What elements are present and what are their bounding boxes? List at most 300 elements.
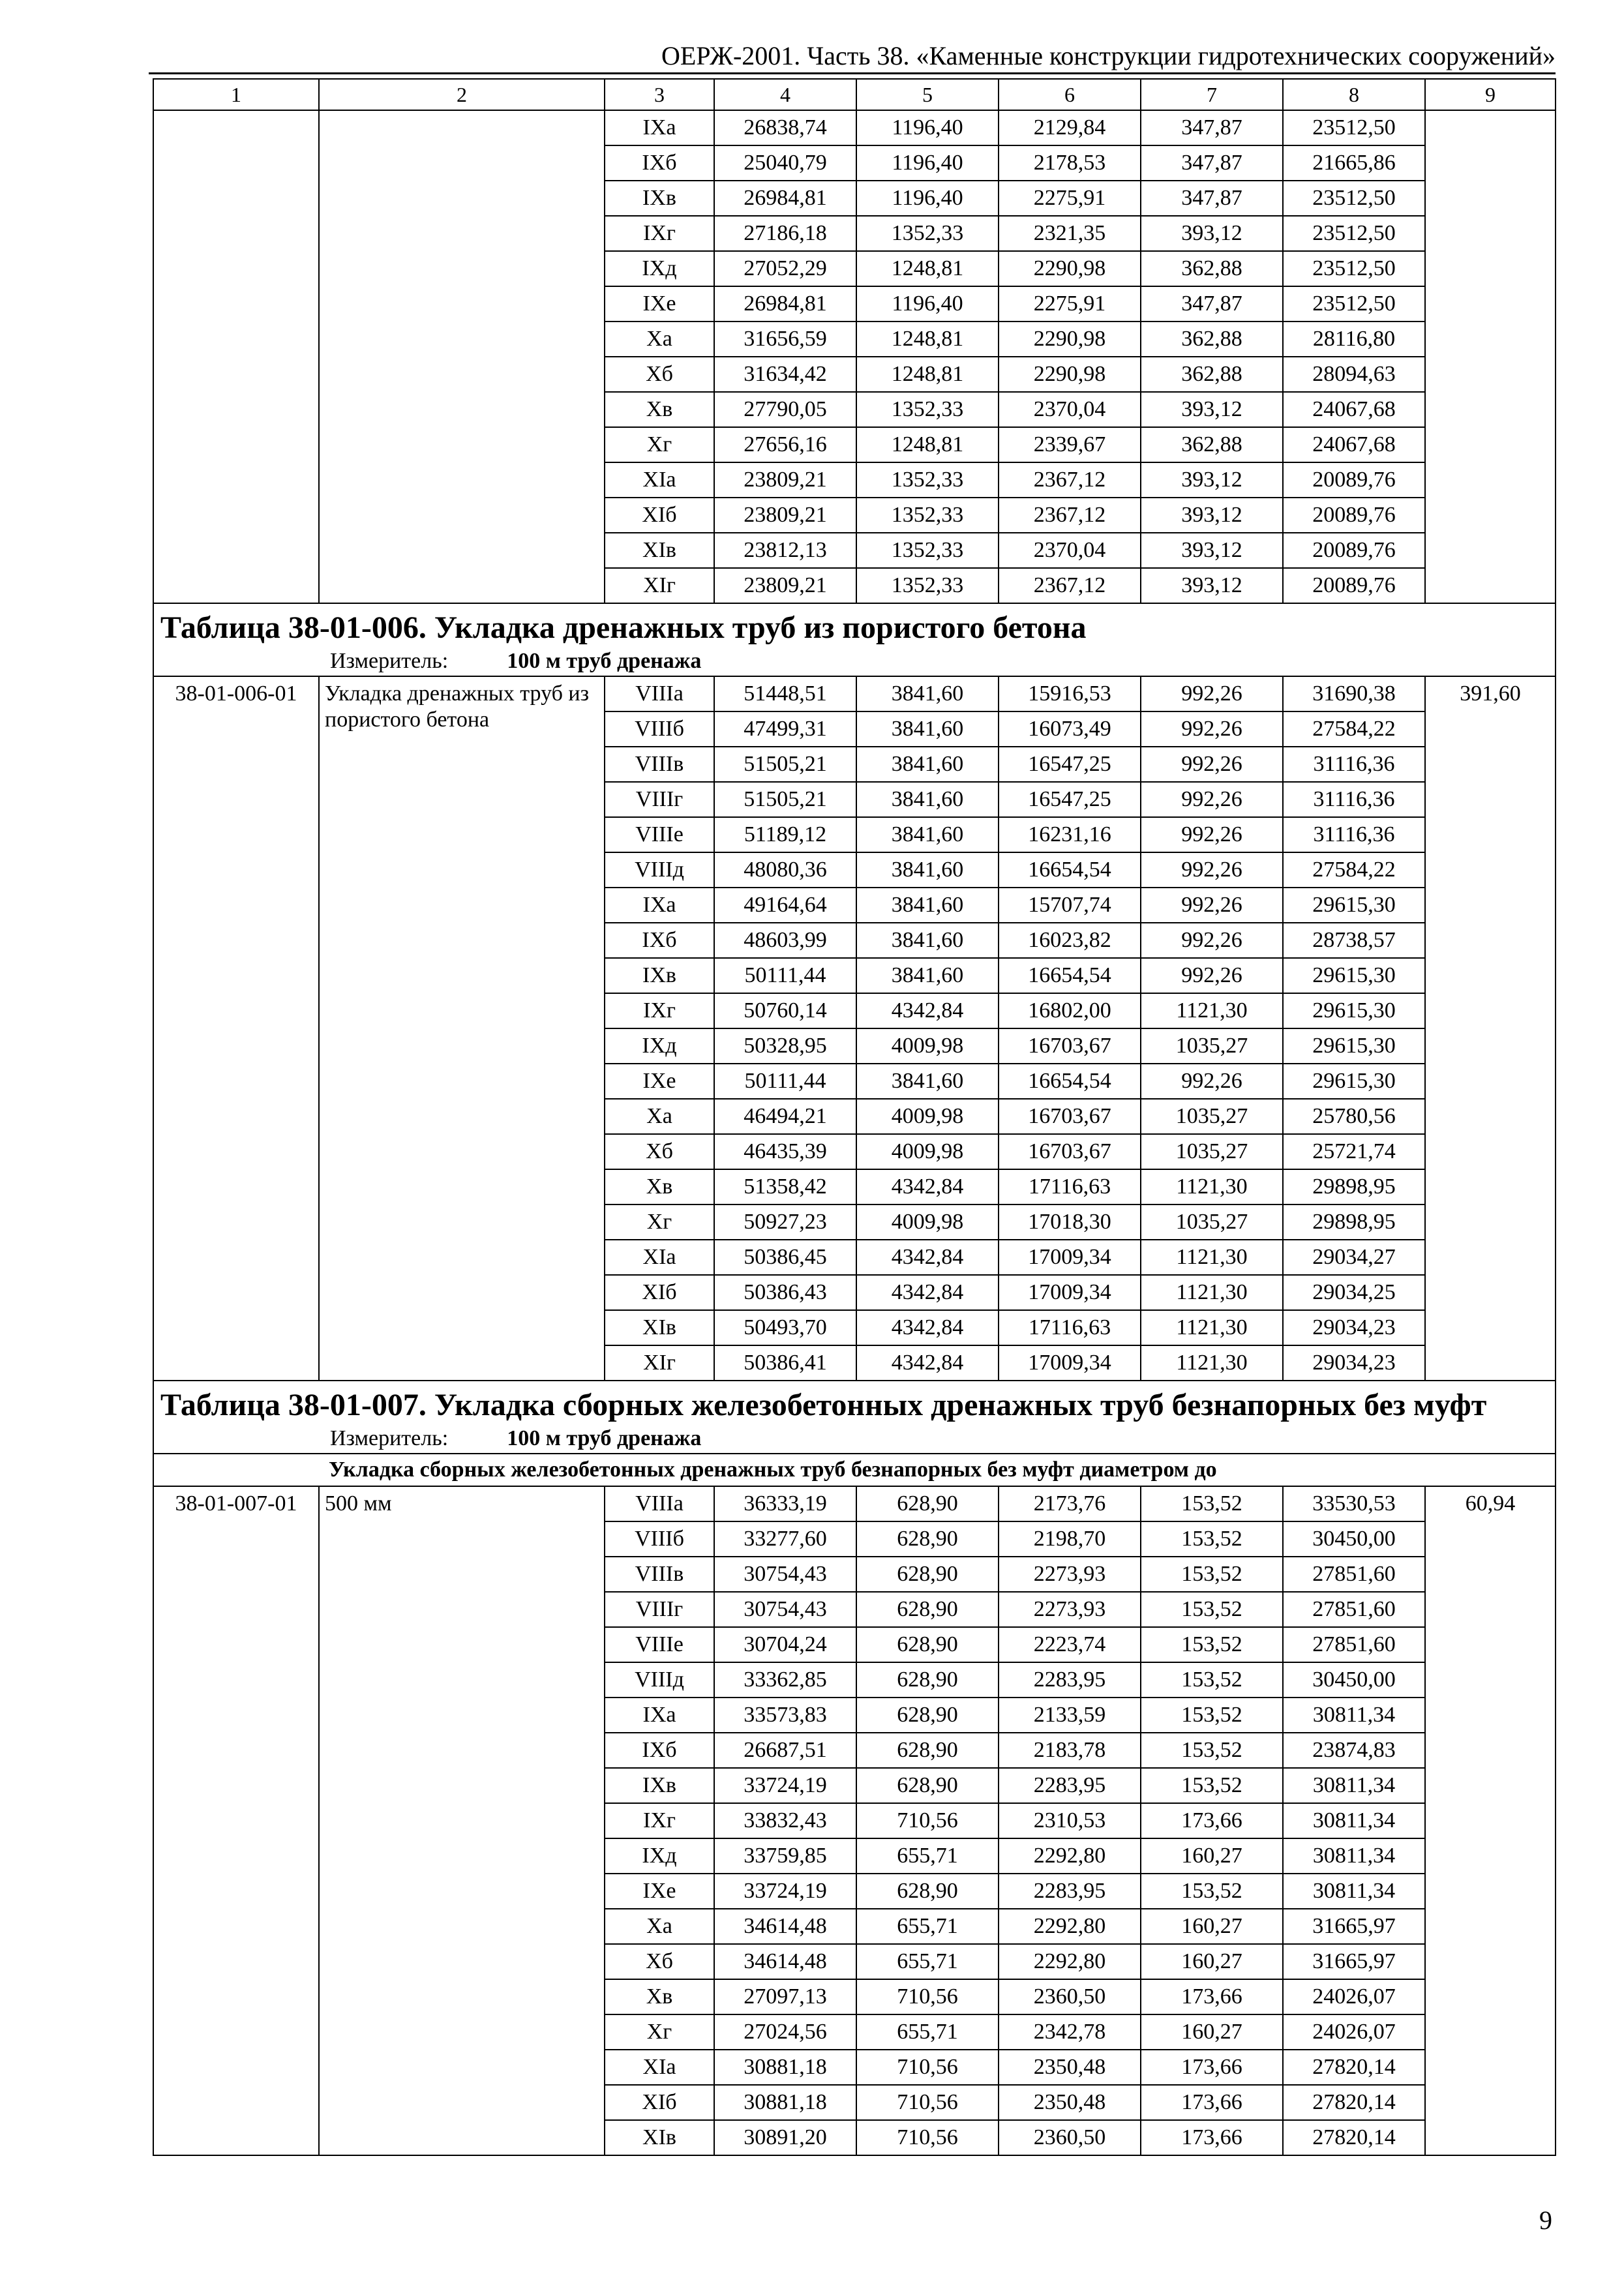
zone-code: IXв [605, 958, 714, 993]
table-cell: 173,66 [1141, 1979, 1283, 2014]
table-cell: 50111,44 [714, 1064, 856, 1099]
zone-code: VIIIв [605, 1557, 714, 1592]
table-cell: 17116,63 [999, 1169, 1141, 1204]
table-cell: 17009,34 [999, 1275, 1141, 1310]
zone-code: VIIIг [605, 782, 714, 817]
table-cell: 655,71 [856, 1909, 999, 1944]
table-cell: 4009,98 [856, 1028, 999, 1064]
zone-code: XIв [605, 533, 714, 568]
table-cell: 3841,60 [856, 711, 999, 747]
table-cell: 655,71 [856, 1944, 999, 1979]
zone-code: VIIIд [605, 852, 714, 888]
table-cell: 3841,60 [856, 958, 999, 993]
table-cell: 4342,84 [856, 1169, 999, 1204]
table-cell: 23512,50 [1283, 110, 1425, 145]
rate-code [153, 110, 319, 603]
table-cell: 50328,95 [714, 1028, 856, 1064]
column-number: 7 [1141, 79, 1283, 110]
table-cell: 992,26 [1141, 747, 1283, 782]
table-cell: 20089,76 [1283, 498, 1425, 533]
table-cell: 31116,36 [1283, 782, 1425, 817]
table-cell: 47499,31 [714, 711, 856, 747]
table-cell: 33573,83 [714, 1698, 856, 1733]
table-cell: 30811,34 [1283, 1838, 1425, 1874]
table-cell: 27820,14 [1283, 2120, 1425, 2155]
table-cell: 30891,20 [714, 2120, 856, 2155]
table-cell: 30881,18 [714, 2050, 856, 2085]
zone-code: VIIIд [605, 1662, 714, 1698]
table-cell: 362,88 [1141, 357, 1283, 392]
table-cell: 153,52 [1141, 1627, 1283, 1662]
table-cell: 628,90 [856, 1698, 999, 1733]
table-cell: 46435,39 [714, 1134, 856, 1169]
table-cell: 1352,33 [856, 498, 999, 533]
table-cell: 25721,74 [1283, 1134, 1425, 1169]
table-cell: 393,12 [1141, 392, 1283, 427]
table-cell: 628,90 [856, 1627, 999, 1662]
zone-code: VIIIг [605, 1592, 714, 1627]
table-cell: 1352,33 [856, 392, 999, 427]
table-cell: 29615,30 [1283, 1064, 1425, 1099]
table-cell: 31116,36 [1283, 817, 1425, 852]
table-cell: 347,87 [1141, 286, 1283, 322]
table-cell: 2198,70 [999, 1521, 1141, 1557]
table-cell: 17018,30 [999, 1204, 1141, 1240]
table-cell: 51505,21 [714, 747, 856, 782]
table-cell: 27851,60 [1283, 1592, 1425, 1627]
table-cell: 15916,53 [999, 676, 1141, 711]
table-cell: 2275,91 [999, 181, 1141, 216]
table-cell: 30811,34 [1283, 1874, 1425, 1909]
table-cell: 27851,60 [1283, 1627, 1425, 1662]
table-cell: 20089,76 [1283, 462, 1425, 498]
table-cell: 30811,34 [1283, 1698, 1425, 1733]
table-cell: 2183,78 [999, 1733, 1141, 1768]
table-cell: 1352,33 [856, 216, 999, 251]
table-cell: 27790,05 [714, 392, 856, 427]
table-cell: 2283,95 [999, 1874, 1141, 1909]
table-cell: 27820,14 [1283, 2085, 1425, 2120]
table-title-cell [153, 603, 1556, 676]
table-cell: 2360,50 [999, 1979, 1141, 2014]
table-cell: 4342,84 [856, 1310, 999, 1345]
table-cell: 4009,98 [856, 1134, 999, 1169]
table-cell: 1121,30 [1141, 1310, 1283, 1345]
table-subtitle: Укладка сборных железобетонных дренажных труб безнапорных без муфт диаметром до [153, 1454, 1556, 1486]
table-cell: 655,71 [856, 1838, 999, 1874]
table-cell: 16023,82 [999, 923, 1141, 958]
table-cell: 49164,64 [714, 888, 856, 923]
table-cell: 4342,84 [856, 1240, 999, 1275]
table-cell: 27656,16 [714, 427, 856, 462]
table-cell: 628,90 [856, 1662, 999, 1698]
table-cell: 2273,93 [999, 1557, 1141, 1592]
table-cell: 710,56 [856, 1979, 999, 2014]
table-cell: 2321,35 [999, 216, 1141, 251]
table-title-row [153, 603, 1556, 676]
zone-code: IXд [605, 1838, 714, 1874]
table-cell: 362,88 [1141, 322, 1283, 357]
table-cell: 2339,67 [999, 427, 1141, 462]
table-cell: 30754,43 [714, 1557, 856, 1592]
zone-code: Xв [605, 1169, 714, 1204]
table-cell: 1035,27 [1141, 1028, 1283, 1064]
table-cell: 4009,98 [856, 1099, 999, 1134]
table-cell: 51448,51 [714, 676, 856, 711]
zone-code: Xа [605, 322, 714, 357]
zone-code: IXг [605, 993, 714, 1028]
table-cell: 347,87 [1141, 145, 1283, 181]
zone-code: XIа [605, 462, 714, 498]
table-cell: 31634,42 [714, 357, 856, 392]
zone-code: IXа [605, 110, 714, 145]
table-cell: 27584,22 [1283, 711, 1425, 747]
table-cell: 23809,21 [714, 498, 856, 533]
table-cell: 2292,80 [999, 1944, 1141, 1979]
table-cell: 1352,33 [856, 533, 999, 568]
table-cell: 16703,67 [999, 1134, 1141, 1169]
zone-code: VIIIб [605, 711, 714, 747]
table-cell: 16654,54 [999, 852, 1141, 888]
zone-code: XIа [605, 1240, 714, 1275]
table-cell: 1121,30 [1141, 1275, 1283, 1310]
table-cell: 33724,19 [714, 1874, 856, 1909]
table-cell: 24026,07 [1283, 2014, 1425, 2050]
table-cell: 710,56 [856, 2085, 999, 2120]
table-cell: 20089,76 [1283, 568, 1425, 603]
table-cell: 2283,95 [999, 1662, 1141, 1698]
table-cell: 2367,12 [999, 462, 1141, 498]
table-cell: 2290,98 [999, 322, 1141, 357]
table-cell: 25780,56 [1283, 1099, 1425, 1134]
table-cell: 2310,53 [999, 1803, 1141, 1838]
rate-description [319, 110, 605, 603]
column-number: 8 [1283, 79, 1425, 110]
table-cell: 51505,21 [714, 782, 856, 817]
table-cell: 393,12 [1141, 568, 1283, 603]
measure-value: 100 м труб дренажа [507, 649, 702, 673]
table-cell: 31656,59 [714, 322, 856, 357]
measure-line [160, 1426, 1548, 1452]
table-cell: 1352,33 [856, 462, 999, 498]
table-cell: 628,90 [856, 1768, 999, 1803]
zone-code: XIа [605, 2050, 714, 2085]
table-cell: 33832,43 [714, 1803, 856, 1838]
table-cell: 1248,81 [856, 322, 999, 357]
table-cell: 1352,33 [856, 568, 999, 603]
table-cell: 23874,83 [1283, 1733, 1425, 1768]
table-cell: 28116,80 [1283, 322, 1425, 357]
zone-code: IXб [605, 145, 714, 181]
zone-code: IXв [605, 181, 714, 216]
zone-code: Xг [605, 427, 714, 462]
zone-code: Xа [605, 1909, 714, 1944]
table-cell: 2273,93 [999, 1592, 1141, 1627]
zone-code: XIг [605, 1345, 714, 1381]
table-cell: 29034,27 [1283, 1240, 1425, 1275]
table-cell: 16802,00 [999, 993, 1141, 1028]
table-cell: 393,12 [1141, 498, 1283, 533]
column-number: 3 [605, 79, 714, 110]
table-cell: 31665,97 [1283, 1909, 1425, 1944]
table-cell: 36333,19 [714, 1486, 856, 1521]
table-cell: 17009,34 [999, 1345, 1141, 1381]
table-cell: 51358,42 [714, 1169, 856, 1204]
table-cell: 173,66 [1141, 1803, 1283, 1838]
table-row [153, 1486, 1556, 1521]
table-cell: 30450,00 [1283, 1521, 1425, 1557]
page-header: ОЕРЖ-2001. Часть 38. «Каменные конструкции гидротехнических сооружений» [661, 41, 1556, 70]
table-cell: 27584,22 [1283, 852, 1425, 888]
table-cell: 992,26 [1141, 817, 1283, 852]
table-cell: 1248,81 [856, 251, 999, 286]
table-cell: 27097,13 [714, 1979, 856, 2014]
zone-code: XIб [605, 498, 714, 533]
table-cell: 23512,50 [1283, 286, 1425, 322]
table-cell: 33362,85 [714, 1662, 856, 1698]
table-cell: 628,90 [856, 1733, 999, 1768]
zone-code: VIIIе [605, 1627, 714, 1662]
zone-code: VIIIа [605, 1486, 714, 1521]
table-title: Таблица 38-01-007. Укладка сборных железобетонных дренажных труб безнапорных без муфт [160, 1388, 1487, 1422]
table-cell: 29034,25 [1283, 1275, 1425, 1310]
table-cell: 992,26 [1141, 711, 1283, 747]
table-cell: 30754,43 [714, 1592, 856, 1627]
table-cell: 50386,41 [714, 1345, 856, 1381]
table-cell: 2290,98 [999, 251, 1141, 286]
table-cell: 29615,30 [1283, 1028, 1425, 1064]
table-cell: 3841,60 [856, 782, 999, 817]
table-cell: 50386,43 [714, 1275, 856, 1310]
table-cell: 31665,97 [1283, 1944, 1425, 1979]
table-cell: 710,56 [856, 2120, 999, 2155]
table-cell: 30704,24 [714, 1627, 856, 1662]
table-cell: 173,66 [1141, 2085, 1283, 2120]
table-cell: 29034,23 [1283, 1310, 1425, 1345]
table-cell: 1196,40 [856, 110, 999, 145]
table-cell: 153,52 [1141, 1521, 1283, 1557]
table-cell: 710,56 [856, 1803, 999, 1838]
table-title-cell [153, 1381, 1556, 1454]
table-cell: 50927,23 [714, 1204, 856, 1240]
table-cell: 153,52 [1141, 1698, 1283, 1733]
table-cell: 27024,56 [714, 2014, 856, 2050]
table-cell: 628,90 [856, 1521, 999, 1557]
table-cell: 160,27 [1141, 1944, 1283, 1979]
table-cell: 2342,78 [999, 2014, 1141, 2050]
table-cell: 46494,21 [714, 1099, 856, 1134]
zone-code: XIб [605, 1275, 714, 1310]
page-number: 9 [1539, 2206, 1552, 2235]
table-cell: 29615,30 [1283, 958, 1425, 993]
zone-code: IXа [605, 1698, 714, 1733]
table-cell: 25040,79 [714, 145, 856, 181]
table-cell: 33277,60 [714, 1521, 856, 1557]
table-cell: 16703,67 [999, 1028, 1141, 1064]
table-cell: 628,90 [856, 1486, 999, 1521]
table-cell: 23512,50 [1283, 251, 1425, 286]
zone-code: VIIIб [605, 1521, 714, 1557]
table-cell: 26687,51 [714, 1733, 856, 1768]
table-cell: 4342,84 [856, 993, 999, 1028]
zone-code: IXб [605, 1733, 714, 1768]
table-cell: 30811,34 [1283, 1803, 1425, 1838]
table-cell: 16654,54 [999, 958, 1141, 993]
table-cell: 28738,57 [1283, 923, 1425, 958]
table-cell: 2173,76 [999, 1486, 1141, 1521]
zone-code: IXг [605, 1803, 714, 1838]
table-cell: 2283,95 [999, 1768, 1141, 1803]
table-title-row [153, 1381, 1556, 1454]
table-cell: 29034,23 [1283, 1345, 1425, 1381]
table-cell: 3841,60 [856, 852, 999, 888]
zone-code: IXе [605, 1874, 714, 1909]
table-cell: 4342,84 [856, 1345, 999, 1381]
zone-code: Xб [605, 1134, 714, 1169]
table-cell: 2370,04 [999, 392, 1141, 427]
table-cell: 2292,80 [999, 1838, 1141, 1874]
table-cell: 2370,04 [999, 533, 1141, 568]
table-cell: 27851,60 [1283, 1557, 1425, 1592]
table-cell: 4342,84 [856, 1275, 999, 1310]
table-cell: 992,26 [1141, 888, 1283, 923]
table-cell: 4009,98 [856, 1204, 999, 1240]
table-cell: 2129,84 [999, 110, 1141, 145]
table-cell: 2367,12 [999, 498, 1141, 533]
rate-code: 38-01-007-01 [153, 1486, 319, 2155]
zone-code: IXб [605, 923, 714, 958]
table-cell: 153,52 [1141, 1557, 1283, 1592]
table-cell: 30450,00 [1283, 1662, 1425, 1698]
table-cell: 16073,49 [999, 711, 1141, 747]
table-cell: 1196,40 [856, 181, 999, 216]
table-cell: 992,26 [1141, 782, 1283, 817]
zone-code: XIв [605, 1310, 714, 1345]
table-cell: 30811,34 [1283, 1768, 1425, 1803]
table-cell: 15707,74 [999, 888, 1141, 923]
table-cell: 173,66 [1141, 2120, 1283, 2155]
table-cell: 23809,21 [714, 568, 856, 603]
table-cell: 1121,30 [1141, 1240, 1283, 1275]
table-cell: 3841,60 [856, 888, 999, 923]
table-cell: 393,12 [1141, 462, 1283, 498]
table-cell: 31116,36 [1283, 747, 1425, 782]
table-cell: 26838,74 [714, 110, 856, 145]
table-cell: 393,12 [1141, 216, 1283, 251]
table-cell: 34614,48 [714, 1944, 856, 1979]
column-number: 5 [856, 79, 999, 110]
zone-code: XIб [605, 2085, 714, 2120]
table-cell: 2133,59 [999, 1698, 1141, 1733]
labor-norm [1425, 110, 1556, 603]
column-number: 1 [153, 79, 319, 110]
rates-table [153, 78, 1556, 2156]
table-cell: 1121,30 [1141, 993, 1283, 1028]
table-cell: 16231,16 [999, 817, 1141, 852]
table-cell: 24067,68 [1283, 392, 1425, 427]
table-cell: 153,52 [1141, 1768, 1283, 1803]
table-cell: 362,88 [1141, 427, 1283, 462]
table-cell: 29615,30 [1283, 993, 1425, 1028]
table-cell: 24067,68 [1283, 427, 1425, 462]
table-cell: 48080,36 [714, 852, 856, 888]
table-cell: 29898,95 [1283, 1169, 1425, 1204]
rate-description: Укладка дренажных труб из пористого бетона [319, 676, 605, 1381]
table-cell: 1121,30 [1141, 1345, 1283, 1381]
zone-code: Xв [605, 392, 714, 427]
table-cell: 2367,12 [999, 568, 1141, 603]
measure-label: Измеритель: [330, 1426, 449, 1450]
table-cell: 992,26 [1141, 923, 1283, 958]
table-cell: 3841,60 [856, 817, 999, 852]
table-cell: 33759,85 [714, 1838, 856, 1874]
table-cell: 50111,44 [714, 958, 856, 993]
column-number: 9 [1425, 79, 1556, 110]
zone-code: XIг [605, 568, 714, 603]
table-cell: 1121,30 [1141, 1169, 1283, 1204]
table-cell: 1196,40 [856, 286, 999, 322]
table-cell: 23512,50 [1283, 181, 1425, 216]
table-cell: 2360,50 [999, 2120, 1141, 2155]
zone-code: VIIIа [605, 676, 714, 711]
zone-code: Xв [605, 1979, 714, 2014]
table-cell: 23812,13 [714, 533, 856, 568]
table-cell: 29615,30 [1283, 888, 1425, 923]
table-cell: 1035,27 [1141, 1134, 1283, 1169]
table-cell: 17009,34 [999, 1240, 1141, 1275]
labor-norm: 391,60 [1425, 676, 1556, 1381]
table-cell: 2178,53 [999, 145, 1141, 181]
table-cell: 2275,91 [999, 286, 1141, 322]
measure-value: 100 м труб дренажа [507, 1426, 702, 1450]
table-cell: 3841,60 [856, 923, 999, 958]
table-cell: 710,56 [856, 2050, 999, 2085]
zone-code: IXд [605, 1028, 714, 1064]
zone-code: XIв [605, 2120, 714, 2155]
table-cell: 655,71 [856, 2014, 999, 2050]
table-cell: 31690,38 [1283, 676, 1425, 711]
table-cell: 16703,67 [999, 1099, 1141, 1134]
table-cell: 2292,80 [999, 1909, 1141, 1944]
table-cell: 153,52 [1141, 1733, 1283, 1768]
table-cell: 2290,98 [999, 357, 1141, 392]
table-cell: 1248,81 [856, 357, 999, 392]
rate-description: 500 мм [319, 1486, 605, 2155]
table-cell: 160,27 [1141, 1909, 1283, 1944]
table-cell: 2223,74 [999, 1627, 1141, 1662]
table-cell: 3841,60 [856, 676, 999, 711]
rate-code: 38-01-006-01 [153, 676, 319, 1381]
zone-code: VIIIв [605, 747, 714, 782]
table-cell: 51189,12 [714, 817, 856, 852]
table-cell: 173,66 [1141, 2050, 1283, 2085]
table-cell: 24026,07 [1283, 1979, 1425, 2014]
table-cell: 27186,18 [714, 216, 856, 251]
measure-line [160, 648, 1548, 674]
labor-norm: 60,94 [1425, 1486, 1556, 2155]
table-cell: 23809,21 [714, 462, 856, 498]
zone-code: IXд [605, 251, 714, 286]
zone-code: IXв [605, 1768, 714, 1803]
table-cell: 153,52 [1141, 1874, 1283, 1909]
zone-code: IXг [605, 216, 714, 251]
table-body [153, 79, 1556, 2155]
table-cell: 29898,95 [1283, 1204, 1425, 1240]
table-cell: 16654,54 [999, 1064, 1141, 1099]
table-cell: 393,12 [1141, 533, 1283, 568]
table-row [153, 676, 1556, 711]
table-cell: 1035,27 [1141, 1099, 1283, 1134]
